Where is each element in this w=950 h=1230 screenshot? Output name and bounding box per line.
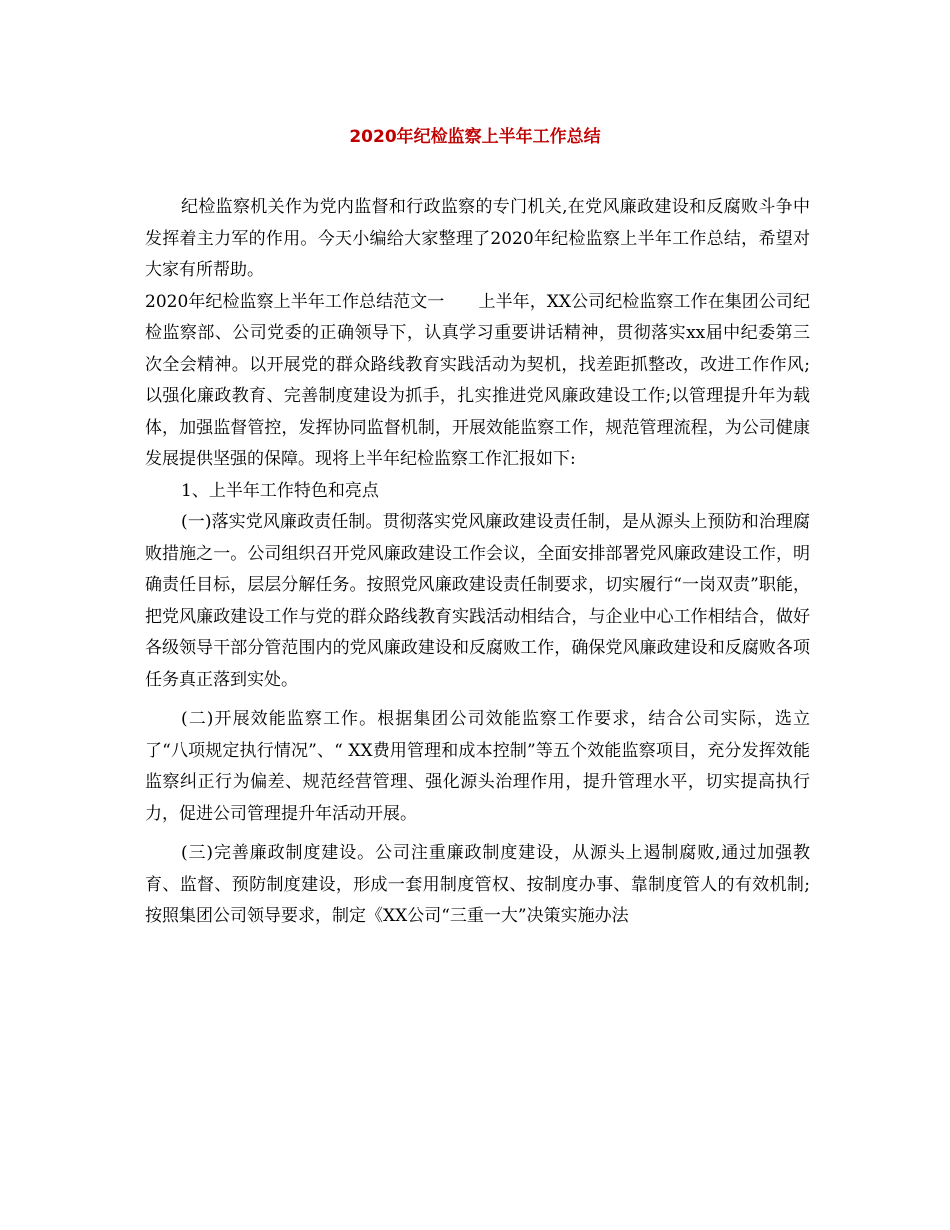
intro-paragraph: 纪检监察机关作为党内监督和行政监察的专门机关,在党风廉政建设和反腐败斗争中发挥着主力军的作用。今天小编给大家整理了2020年纪检监察上半年工作总结，希望对大家有所帮助。 [145,197,810,280]
section-heading: 1、上半年工作特色和亮点 [181,480,379,501]
section-two-paragraph: (二)开展效能监察工作。根据集团公司效能监察工作要求，结合公司实际，选立了“八项规定执行情况”、“ XX费用管理和成本控制”等五个效能监察项目，充分发挥效能监察纠正行为偏差、规范经营管理、强化源头治理作用，提升管理水平，切实提高执行力，促进公司管理提升年活动开展。 [145,709,810,824]
section-one-paragraph: (一)落实党风廉政责任制。贯彻落实党风廉政建设责任制，是从源头上预防和治理腐败措施之一。公司组织召开党风廉政建设工作会议，全面安排部署党风廉政建设工作，明确责任目标，层层分解任务。按照党风廉政建设责任制要求，切实履行“一岗双责”职能，把党风廉政建设工作与党的群众路线教育实践活动相结合，与企业中心工作相结合，做好各级领导干部分管范围内的党风廉政建设和反腐败工作，确保党风廉政建设和反腐败各项任务真正落到实处。 [145,512,810,690]
document-title: 2020年纪检监察上半年工作总结 [349,127,601,147]
document-body [145,192,810,933]
summary-paragraph: 2020年纪检监察上半年工作总结范文一 上半年，XX公司纪检监察工作在集团公司纪检监察部、公司党委的正确领导下，认真学习重要讲话精神，贯彻落实xx届中纪委第三次全会精神。以开展党的群众路线教育实践活动为契机，找差距抓整改，改进工作作风;以强化廉政教育、完善制度建设为抓手，扎实推进党风廉政建设工作;以管理提升年为载体，加强监督管控，发挥协同监督机制，开展效能监察工作，规范管理流程，为公司健康发展提供坚强的保障。现将上半年纪检监察工作汇报如下: [145,291,810,469]
section-three-paragraph: (三)完善廉政制度建设。公司注重廉政制度建设，从源头上遏制腐败,通过加强教育、监督、预防制度建设，形成一套用制度管权、按制度办事、靠制度管人的有效机制;按照集团公司领导要求，制定《XX公司“三重一大”决策实施办法 [145,843,810,926]
